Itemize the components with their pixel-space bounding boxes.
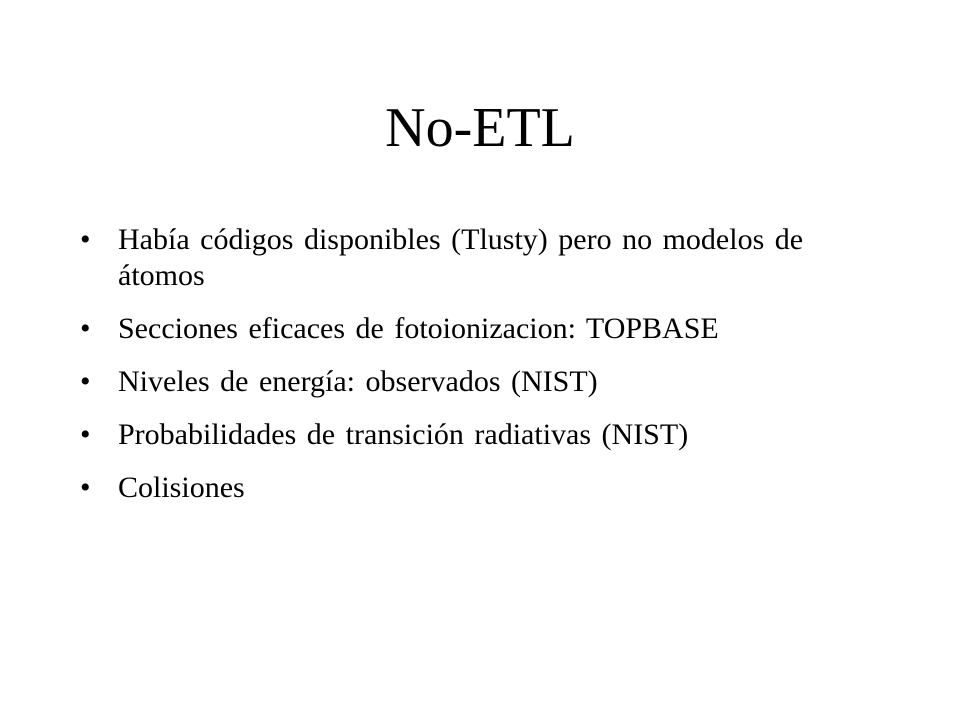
bullet-icon: • bbox=[80, 418, 91, 451]
bullet-item-2 bbox=[80, 311, 900, 347]
bullet-icon: • bbox=[80, 312, 91, 345]
bullet-list bbox=[80, 222, 900, 523]
slide-title: No-ETL bbox=[385, 97, 575, 159]
bullet-icon: • bbox=[80, 223, 91, 256]
bullet-text: Probabilidades de transición radiativas (NIST) bbox=[118, 418, 689, 451]
bullet-item-1 bbox=[80, 222, 900, 294]
bullet-text: Colisiones bbox=[118, 471, 245, 504]
bullet-icon: • bbox=[80, 365, 91, 398]
bullet-text: Niveles de energía: observados (NIST) bbox=[118, 365, 598, 398]
bullet-item-4 bbox=[80, 417, 900, 453]
bullet-item-5 bbox=[80, 470, 900, 506]
bullet-icon: • bbox=[80, 471, 91, 504]
bullet-text: Secciones eficaces de fotoionizacion: TOPBASE bbox=[118, 312, 719, 345]
bullet-text: Había códigos disponibles (Tlusty) pero no modelos de átomos bbox=[118, 223, 804, 292]
bullet-item-3 bbox=[80, 364, 900, 400]
